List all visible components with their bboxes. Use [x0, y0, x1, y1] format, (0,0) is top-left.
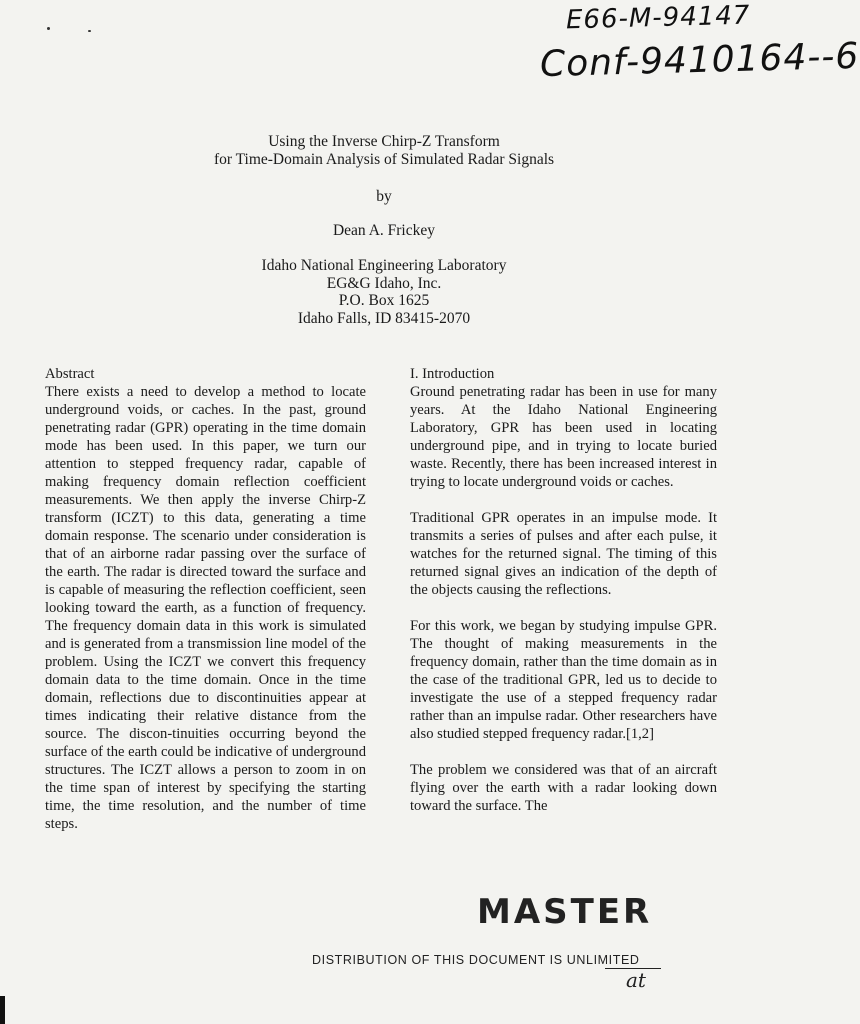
paper-title-line-1: Using the Inverse Chirp-Z Transform [268, 133, 500, 150]
affiliation-block [0, 257, 768, 327]
author-name: Dean A. Frickey [332, 222, 435, 239]
introduction-column [410, 365, 717, 815]
master-stamp: MASTER [477, 892, 653, 932]
abstract-heading: Abstract [45, 366, 95, 382]
scan-speck [88, 30, 91, 32]
intro-paragraph-4: The problem we considered was that of an aircraft flying over the earth with a radar looking down toward the surface. The [410, 762, 717, 814]
byline: by [376, 188, 392, 205]
affiliation-line: EG&G Idaho, Inc. [326, 274, 442, 292]
affiliation-line: Idaho Falls, ID 83415-2070 [297, 309, 471, 327]
scan-speck [47, 27, 50, 30]
stamp-initials: at [626, 968, 646, 992]
introduction-heading: I. Introduction [410, 366, 495, 382]
affiliation-line: P.O. Box 1625 [338, 292, 430, 309]
scan-edge-bar [0, 996, 5, 1024]
intro-paragraph-1: Ground penetrating radar has been in use for many years. At the Idaho National Engineering Laboratory, GPR has been used in locating underground pipe, and in trying to locate buried waste. Recently, there has been increased interest in trying to locate underground voids or caches. [410, 384, 717, 490]
intro-paragraph-3: For this work, we began by studying impulse GPR. The thought of making measurements in the frequency domain, rather than the time domain as in the case of the traditional GPR, led us to decide to investigate the use of a stepped frequency radar rather than an impulse radar. Other researchers have also studied stepped frequency radar.[1,2] [410, 618, 717, 742]
handwritten-conference-number: Conf-9410164--6 [539, 35, 860, 86]
abstract-column [45, 365, 366, 833]
abstract-text: There exists a need to develop a method to locate underground voids, or caches. In the past, ground penetrating radar (GPR) operating in the time domain mode has been used. In this paper, we turn our attention to stepped frequency radar, capable of making frequency domain reflection coefficient measurements. We then apply the inverse Chirp-Z transform (ICZT) to this data, generating a time domain response. The scenario under consideration is that of an airborne radar passing over the surface of the earth. The radar is directed toward the surface and is capable of measuring the reflection coefficient, seen looking toward the earth, as a function of frequency. The frequency domain data in this work is simulated and is generated from a transmission line model of the problem. Using the ICZT we convert this frequency domain data to the time domain. Once in the time domain, reflections due to discontinuities appear at times indicating their relative distance from the source. The discon-tinuities occurring beyond the surface of the earth could be indicative of underground structures. The ICZT allows a person to zoom in on the time span of interest by specifying the starting time, the time resolution, and the number of time steps. [45, 384, 366, 832]
distribution-notice: DISTRIBUTION OF THIS DOCUMENT IS UNLIMITED [312, 953, 640, 967]
affiliation-line: Idaho National Engineering Laboratory [261, 257, 507, 274]
intro-paragraph-2: Traditional GPR operates in an impulse mode. It transmits a series of pulses and after each pulse, it watches for the returned signal. The timing of this returned signal gives an indication of the depth of the objects causing the reflections. [410, 510, 717, 598]
handwritten-accession-number: E66-M-94147 [565, 0, 751, 36]
paper-title-line-2: for Time-Domain Analysis of Simulated Radar Signals [213, 151, 555, 168]
